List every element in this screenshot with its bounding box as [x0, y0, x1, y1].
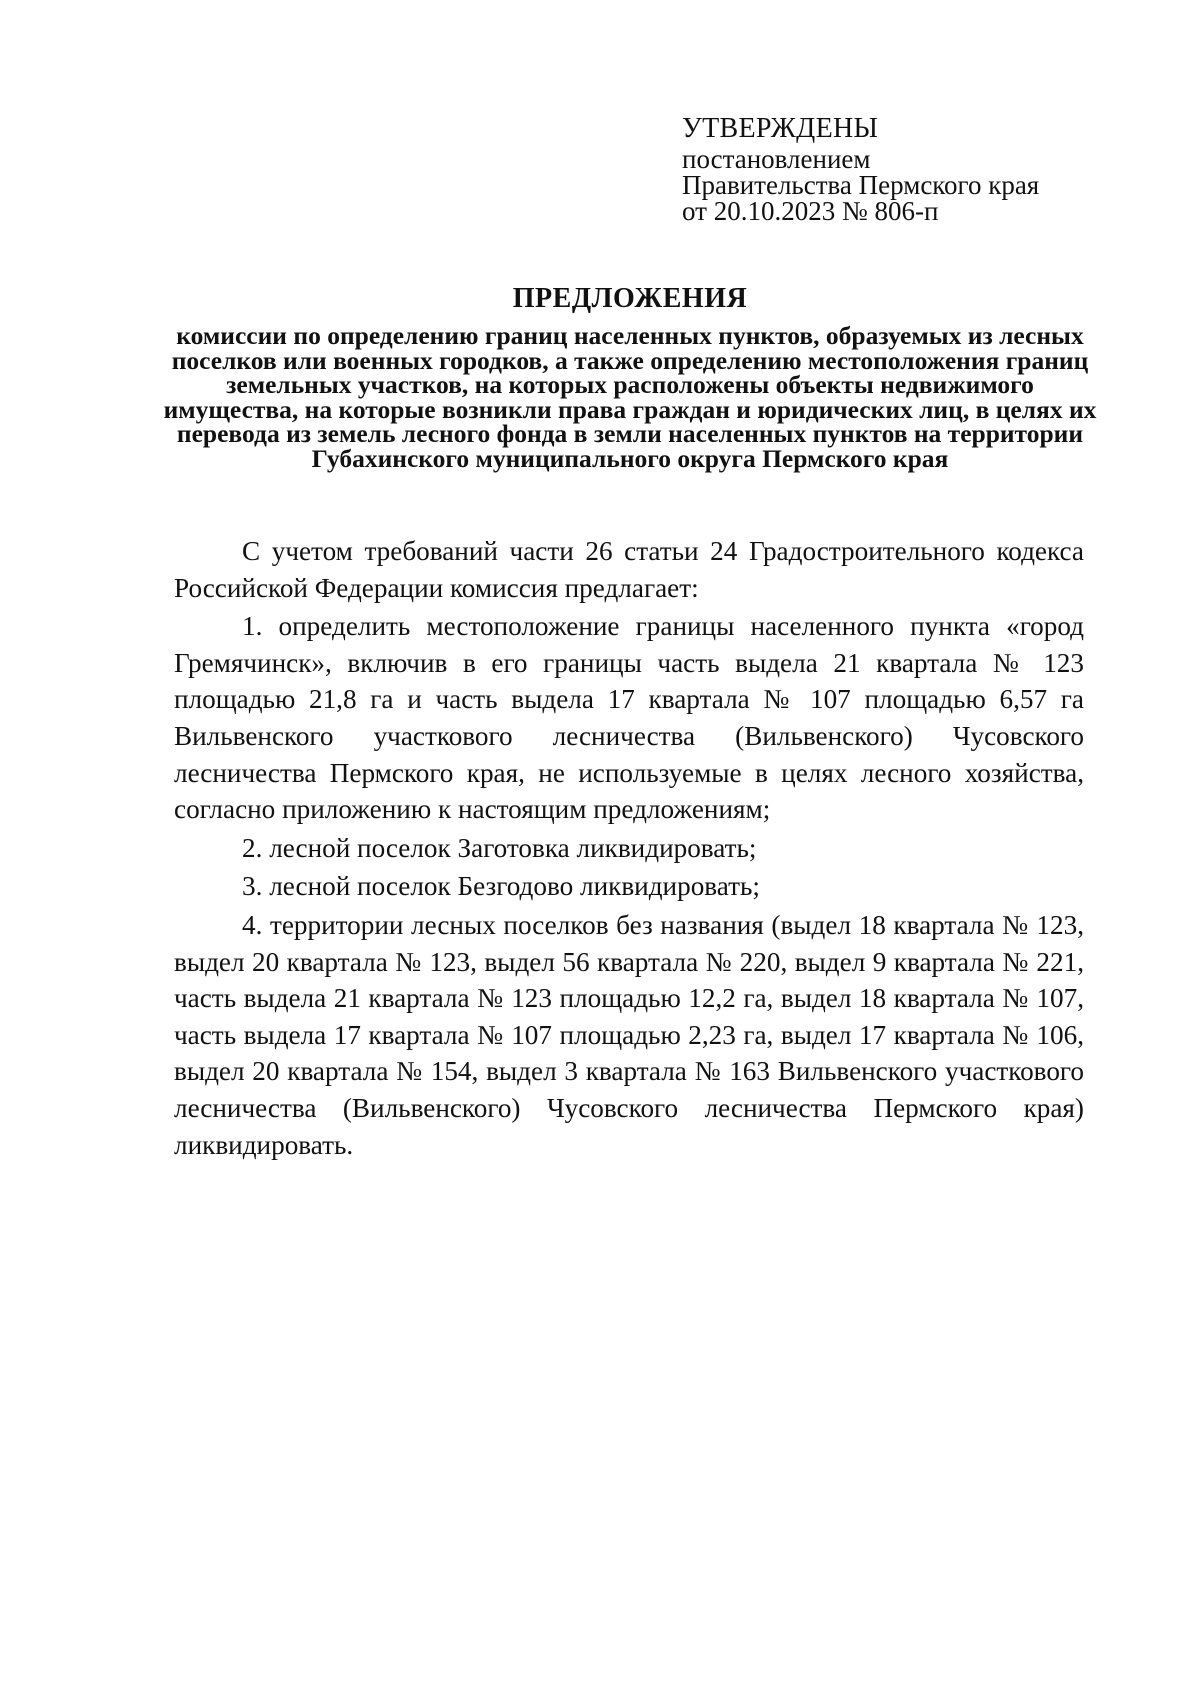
- approval-line-3: от 20.10.2023 № 806-п: [682, 196, 939, 226]
- document-subtitle: комиссии по определению границ населенных пунктов, образуемых из лесных поселков или военных городков, а также определению местоположения границ земельных участков, на которых расположены объекты недвижимого имущества, на которые возникли права граждан и юридических лиц, в целях их перевода из земель лесного фонда в земли населенных пунктов на территории Губахинского муниципального округа Пермского края: [163, 321, 1097, 473]
- approval-stamp: [682, 112, 1142, 224]
- document-title: ПРЕДЛОЖЕНИЯ: [512, 283, 748, 314]
- body-item-2: 2. лесной поселок Заготовка ликвидировать;: [242, 832, 757, 863]
- approval-line-1: постановлением: [682, 144, 871, 174]
- body-item-1: 1. определить местоположение границы населенного пункта «город Гремячинск», включив в его границы часть выдела 21 квартала № 123 площадью 21,8 га и часть выдела 17 квартала № 107 площадью 6,57 га Вильвенского участкового лесничества (Вильвенского) Чусовского лесничества Пермского края, не используемые в целях лесного хозяйства, согласно приложению к настоящим предложениям;: [174, 611, 1084, 825]
- approval-heading: УТВЕРЖДЕНЫ: [682, 113, 879, 144]
- body-item-3: 3. лесной поселок Безгодово ликвидировать;: [242, 871, 760, 902]
- body-item-4: 4. территории лесных поселков без названия (выдел 18 квартала № 123, выдел 20 квартала № 123, выдел 56 квартала № 220, выдел 9 квартала № 221, часть выдела 21 квартала № 123 площадью 12,2 га, выдел 18 квартала № 107, часть выдела 17 квартала № 107 площадью 2,23 га, выдел 17 квартала № 106, выдел 20 квартала № 154, выдел 3 квартала № 163 Вильвенского участкового лесничества (Вильвенского) Чусовского лесничества Пермского края) ликвидировать.: [174, 909, 1084, 1160]
- body-intro: С учетом требований части 26 статьи 24 Градостроительного кодекса Российской Федерации комиссия предлагает:: [174, 536, 1084, 603]
- document-body: [174, 533, 1084, 1163]
- approval-line-2: Правительства Пермского края: [682, 170, 1040, 200]
